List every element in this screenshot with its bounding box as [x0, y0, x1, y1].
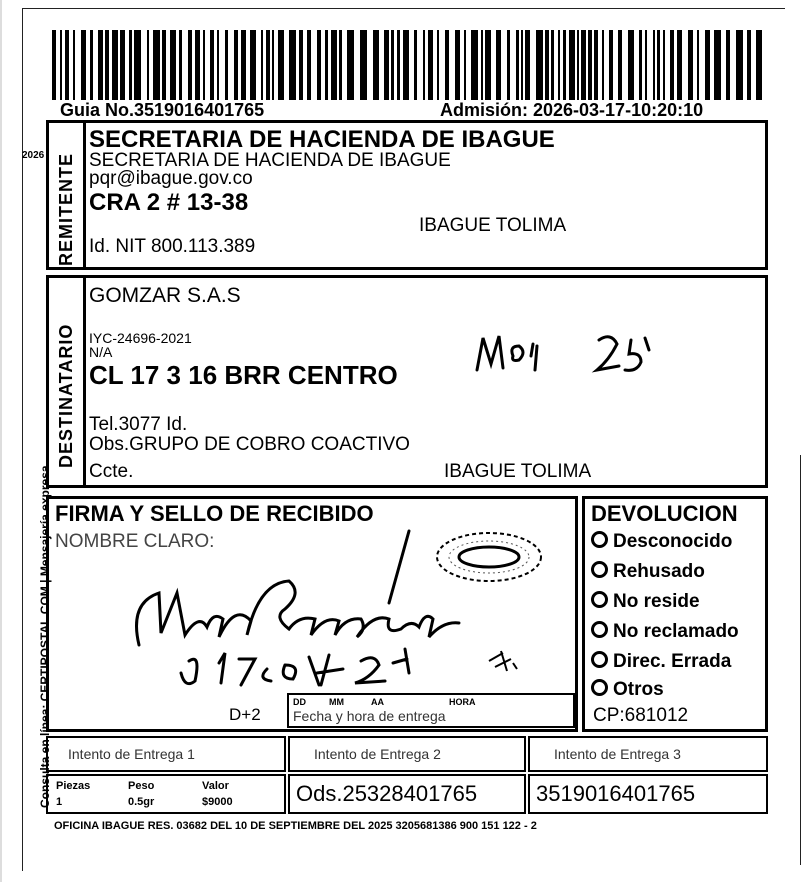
- sender-name-bold: SECRETARIA DE HACIENDA DE IBAGUE: [89, 126, 555, 153]
- date-box: [287, 693, 575, 728]
- guide-number-large: 3519016401765: [536, 781, 696, 806]
- option-label: Direc. Errada: [613, 651, 732, 672]
- attempt-label: Intento de Entrega 1: [68, 746, 195, 762]
- option-label: No reclamado: [613, 621, 739, 642]
- recipient-city: IBAGUE TOLIMA: [444, 461, 592, 482]
- divider: [83, 123, 86, 267]
- sender-address: CRA 2 # 13-38: [89, 189, 249, 216]
- sender-label: REMITENTE: [56, 152, 76, 266]
- return-option-rehusado[interactable]: [591, 561, 705, 583]
- edge-line: [800, 455, 801, 865]
- ods-number: Ods.25328401765: [296, 781, 478, 806]
- date-col-aa: AA: [371, 697, 384, 707]
- pieces-value: 1: [56, 796, 63, 808]
- attempt-label: Intento de Entrega 2: [314, 746, 441, 762]
- option-label: Rehusado: [613, 561, 705, 582]
- sidebar-text: Consulta en línea: CERTIPOSTAL.COM | Mensajería expresa: [38, 465, 52, 808]
- receipt-box: [46, 496, 578, 732]
- radio-icon: [591, 651, 608, 668]
- recipient-name: GOMZAR S.A.S: [89, 284, 241, 307]
- option-label: Desconocido: [613, 531, 733, 552]
- barcode: [52, 30, 764, 100]
- guide-number-cell: [528, 774, 768, 814]
- edge-line: [0, 0, 2, 882]
- date-col-hora: HORA: [449, 697, 476, 707]
- value-label: Valor: [202, 780, 229, 792]
- sender-city: IBAGUE TOLIMA: [419, 215, 567, 236]
- divider: [83, 278, 86, 485]
- name-label: NOMBRE CLARO:: [55, 531, 215, 552]
- date-col-dd: DD: [293, 697, 306, 707]
- pieces-label: Piezas: [56, 780, 91, 792]
- radio-icon: [591, 531, 608, 548]
- sender-box: [46, 120, 768, 270]
- attempt-label: Intento de Entrega 3: [554, 746, 681, 762]
- return-option-direc-errada[interactable]: [591, 651, 731, 673]
- return-option-otros[interactable]: [591, 679, 664, 701]
- ink-mark: [483, 647, 523, 677]
- option-label: No reside: [613, 591, 700, 612]
- return-option-desconocido[interactable]: [591, 531, 732, 553]
- value-amount: $9000: [202, 796, 233, 808]
- attempt-3: [528, 736, 768, 772]
- sender-id: Id. NIT 800.113.389: [89, 236, 256, 257]
- returns-box: [582, 496, 768, 732]
- admission-date: Admisión: 2026-03-17-10:20:10: [440, 100, 704, 120]
- shipment-details: [46, 774, 286, 814]
- recipient-ref: IYC-24696-2021: [89, 330, 192, 346]
- recipient-obs: Obs.GRUPO DE COBRO COACTIVO: [89, 434, 410, 455]
- ods-cell: [288, 774, 526, 814]
- radio-icon: [591, 591, 608, 608]
- return-option-no-reclamado[interactable]: [591, 621, 739, 643]
- year-fragment: 2026: [22, 150, 45, 161]
- recipient-box: [46, 275, 768, 488]
- recipient-na: N/A: [89, 344, 113, 360]
- stamp-seal: [429, 527, 549, 587]
- postal-code: CP:681012: [593, 705, 689, 726]
- receipt-title: FIRMA Y SELLO DE RECIBIDO: [55, 501, 374, 526]
- delivery-days: D+2: [229, 705, 261, 724]
- recipient-phone: Tel.3077 Id.: [89, 414, 188, 435]
- sender-name: SECRETARIA DE HACIENDA DE IBAGUE: [89, 150, 451, 171]
- handwritten-note: [469, 326, 669, 386]
- date-label: Fecha y hora de entrega: [293, 708, 446, 724]
- weight-value: 0.5gr: [128, 796, 155, 808]
- return-option-no-reside[interactable]: [591, 591, 700, 613]
- weight-label: Peso: [128, 780, 155, 792]
- recipient-address: CL 17 3 16 BRR CENTRO: [89, 360, 398, 390]
- attempt-2: [288, 736, 526, 772]
- radio-icon: [591, 679, 608, 696]
- returns-title: DEVOLUCION: [591, 501, 738, 526]
- radio-icon: [591, 561, 608, 578]
- recipient-label: DESTINATARIO: [56, 323, 76, 468]
- date-col-mm: MM: [329, 697, 344, 707]
- footer-office: OFICINA IBAGUE RES. 03682 DEL 10 DE SEPTIEMBRE DEL 2025 3205681386 900 151 122 - 2: [54, 820, 537, 832]
- guide-number: Guia No.3519016401765: [60, 100, 265, 120]
- sender-email: pqr@ibague.gov.co: [89, 168, 253, 189]
- attempt-1: [46, 736, 286, 772]
- option-label: Otros: [613, 679, 664, 700]
- recipient-ccte: Ccte.: [89, 461, 134, 482]
- radio-icon: [591, 621, 608, 638]
